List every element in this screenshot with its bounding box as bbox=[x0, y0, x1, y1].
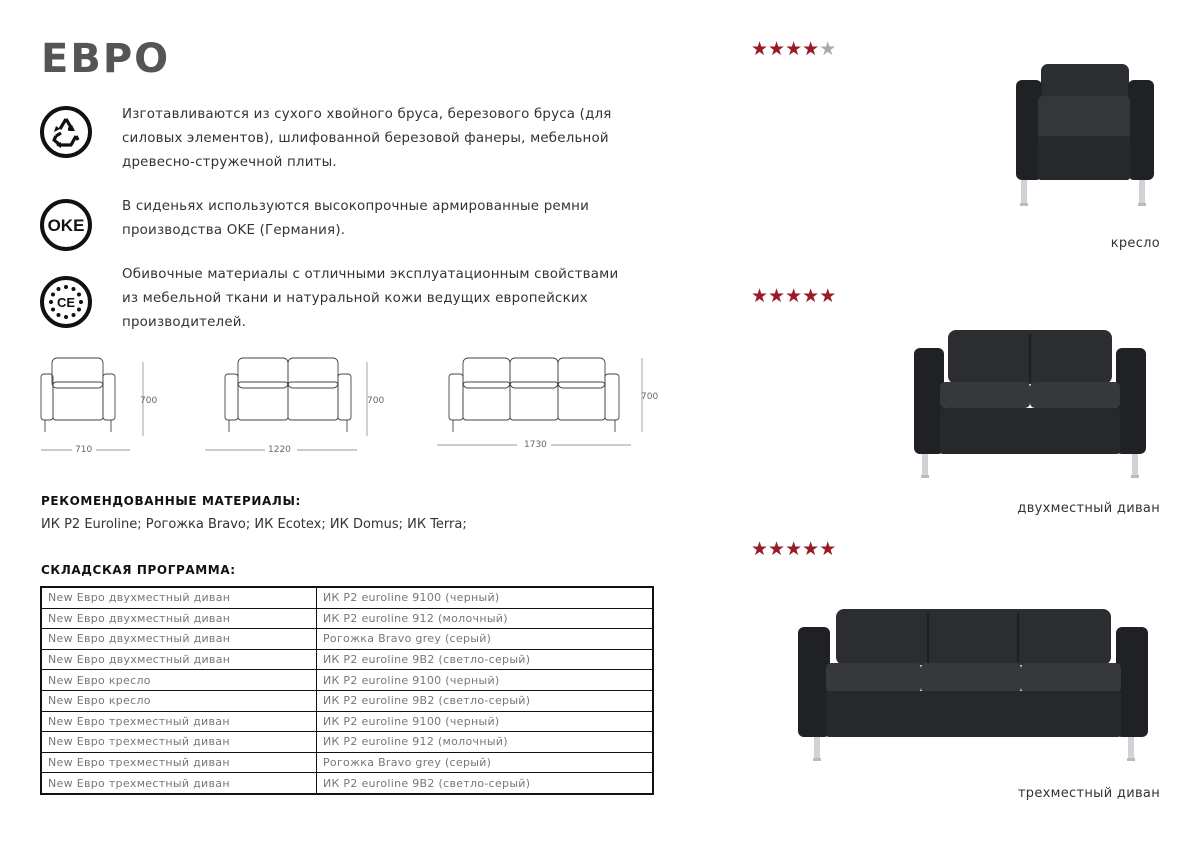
upholstery-cell: ИК Р2 euroline 9100 (черный) bbox=[317, 711, 654, 732]
star-filled-icon: ★ bbox=[751, 285, 769, 307]
page-title: ЕВРО bbox=[41, 36, 171, 82]
table-row bbox=[41, 752, 653, 773]
oke-logo-icon bbox=[39, 198, 93, 256]
oke-logo-text: OKE bbox=[47, 216, 85, 235]
sofa2-height-label: 700 bbox=[367, 396, 385, 406]
upholstery-cell: ИК Р2 euroline 912 (молочный) bbox=[317, 608, 654, 629]
rating-stars-chair bbox=[751, 39, 836, 59]
star-filled-icon: ★ bbox=[785, 38, 803, 60]
sofa3-height-label: 700 bbox=[641, 392, 659, 402]
upholstery-cell: ИК Р2 euroline 9100 (черный) bbox=[317, 670, 654, 691]
product-name-cell: New Евро кресло bbox=[41, 670, 317, 691]
materials-list: ИК Р2 Euroline; Рогожка Bravo; ИК Ecotex; ИК Domus; ИК Terra; bbox=[41, 517, 467, 532]
upholstery-cell: ИК Р2 euroline 912 (молочный) bbox=[317, 732, 654, 753]
table-row bbox=[41, 587, 653, 608]
feature-text-upholstery: Обивочные материалы с отличными эксплуатационным свойствами из мебельной ткани и натуральной кожи ведущих европейских производителей. bbox=[122, 267, 619, 330]
table-row bbox=[41, 732, 653, 753]
caption-chair: кресло bbox=[1110, 236, 1160, 251]
upholstery-cell: Рогожка Bravo grey (серый) bbox=[317, 629, 654, 650]
dimension-drawing-chair bbox=[35, 352, 170, 466]
sofa3-width-label: 1730 bbox=[524, 440, 547, 450]
dimension-drawing-sofa2 bbox=[205, 352, 395, 466]
caption-sofa2: двухместный диван bbox=[1017, 501, 1160, 516]
star-filled-icon: ★ bbox=[785, 285, 803, 307]
materials-heading: РЕКОМЕНДОВАННЫЕ МАТЕРИАЛЫ: bbox=[41, 494, 301, 508]
chair-height-label: 700 bbox=[140, 396, 158, 406]
upholstery-cell: ИК Р2 euroline 9100 (черный) bbox=[317, 587, 654, 608]
caption-sofa3: трехместный диван bbox=[1017, 786, 1160, 801]
stock-table bbox=[40, 586, 654, 795]
rating-stars-sofa3 bbox=[751, 539, 836, 559]
product-name-cell: New Евро трехместный диван bbox=[41, 773, 317, 794]
product-name-cell: New Евро кресло bbox=[41, 690, 317, 711]
star-empty-icon: ★ bbox=[819, 38, 837, 60]
table-row bbox=[41, 608, 653, 629]
star-filled-icon: ★ bbox=[802, 38, 820, 60]
ce-mark-text: CE bbox=[56, 295, 76, 310]
product-name-cell: New Евро двухместный диван bbox=[41, 608, 317, 629]
product-name-cell: New Евро двухместный диван bbox=[41, 629, 317, 650]
star-filled-icon: ★ bbox=[802, 538, 820, 560]
table-row bbox=[41, 773, 653, 794]
table-row bbox=[41, 649, 653, 670]
upholstery-cell: ИК Р2 euroline 9В2 (светло-серый) bbox=[317, 649, 654, 670]
star-filled-icon: ★ bbox=[768, 538, 786, 560]
star-filled-icon: ★ bbox=[768, 285, 786, 307]
product-name-cell: New Евро трехместный диван bbox=[41, 752, 317, 773]
star-filled-icon: ★ bbox=[802, 285, 820, 307]
star-filled-icon: ★ bbox=[768, 38, 786, 60]
product-name-cell: New Евро двухместный диван bbox=[41, 587, 317, 608]
stock-heading: СКЛАДСКАЯ ПРОГРАММА: bbox=[41, 563, 236, 577]
table-row bbox=[41, 690, 653, 711]
star-filled-icon: ★ bbox=[819, 285, 837, 307]
dimension-drawing-sofa3 bbox=[435, 352, 665, 466]
armchair-image bbox=[1008, 58, 1158, 212]
product-name-cell: New Евро двухместный диван bbox=[41, 649, 317, 670]
table-row bbox=[41, 629, 653, 650]
product-name-cell: New Евро трехместный диван bbox=[41, 732, 317, 753]
star-filled-icon: ★ bbox=[819, 538, 837, 560]
star-filled-icon: ★ bbox=[751, 38, 769, 60]
upholstery-cell: Рогожка Bravo grey (серый) bbox=[317, 752, 654, 773]
three-seat-sofa-image bbox=[796, 605, 1151, 769]
feature-text-belts: В сиденьях используются высокопрочные армированные ремни производства OKE (Германия). bbox=[122, 199, 589, 238]
star-filled-icon: ★ bbox=[785, 538, 803, 560]
feature-text-materials: Изготавливаются из сухого хвойного бруса, березового бруса (для силовых элементов), шлифованной березовой фанеры, мебельной древесно-стружечной плиты. bbox=[122, 107, 612, 170]
star-filled-icon: ★ bbox=[751, 538, 769, 560]
sofa2-width-label: 1220 bbox=[268, 445, 291, 455]
product-name-cell: New Евро трехместный диван bbox=[41, 711, 317, 732]
upholstery-cell: ИК Р2 euroline 9В2 (светло-серый) bbox=[317, 690, 654, 711]
recycle-icon bbox=[39, 105, 93, 163]
upholstery-cell: ИК Р2 euroline 9В2 (светло-серый) bbox=[317, 773, 654, 794]
ce-stars-icon bbox=[39, 275, 93, 333]
chair-width-label: 710 bbox=[75, 445, 93, 455]
two-seat-sofa-image bbox=[910, 326, 1150, 485]
rating-stars-sofa2 bbox=[751, 286, 836, 306]
table-row bbox=[41, 711, 653, 732]
table-row bbox=[41, 670, 653, 691]
